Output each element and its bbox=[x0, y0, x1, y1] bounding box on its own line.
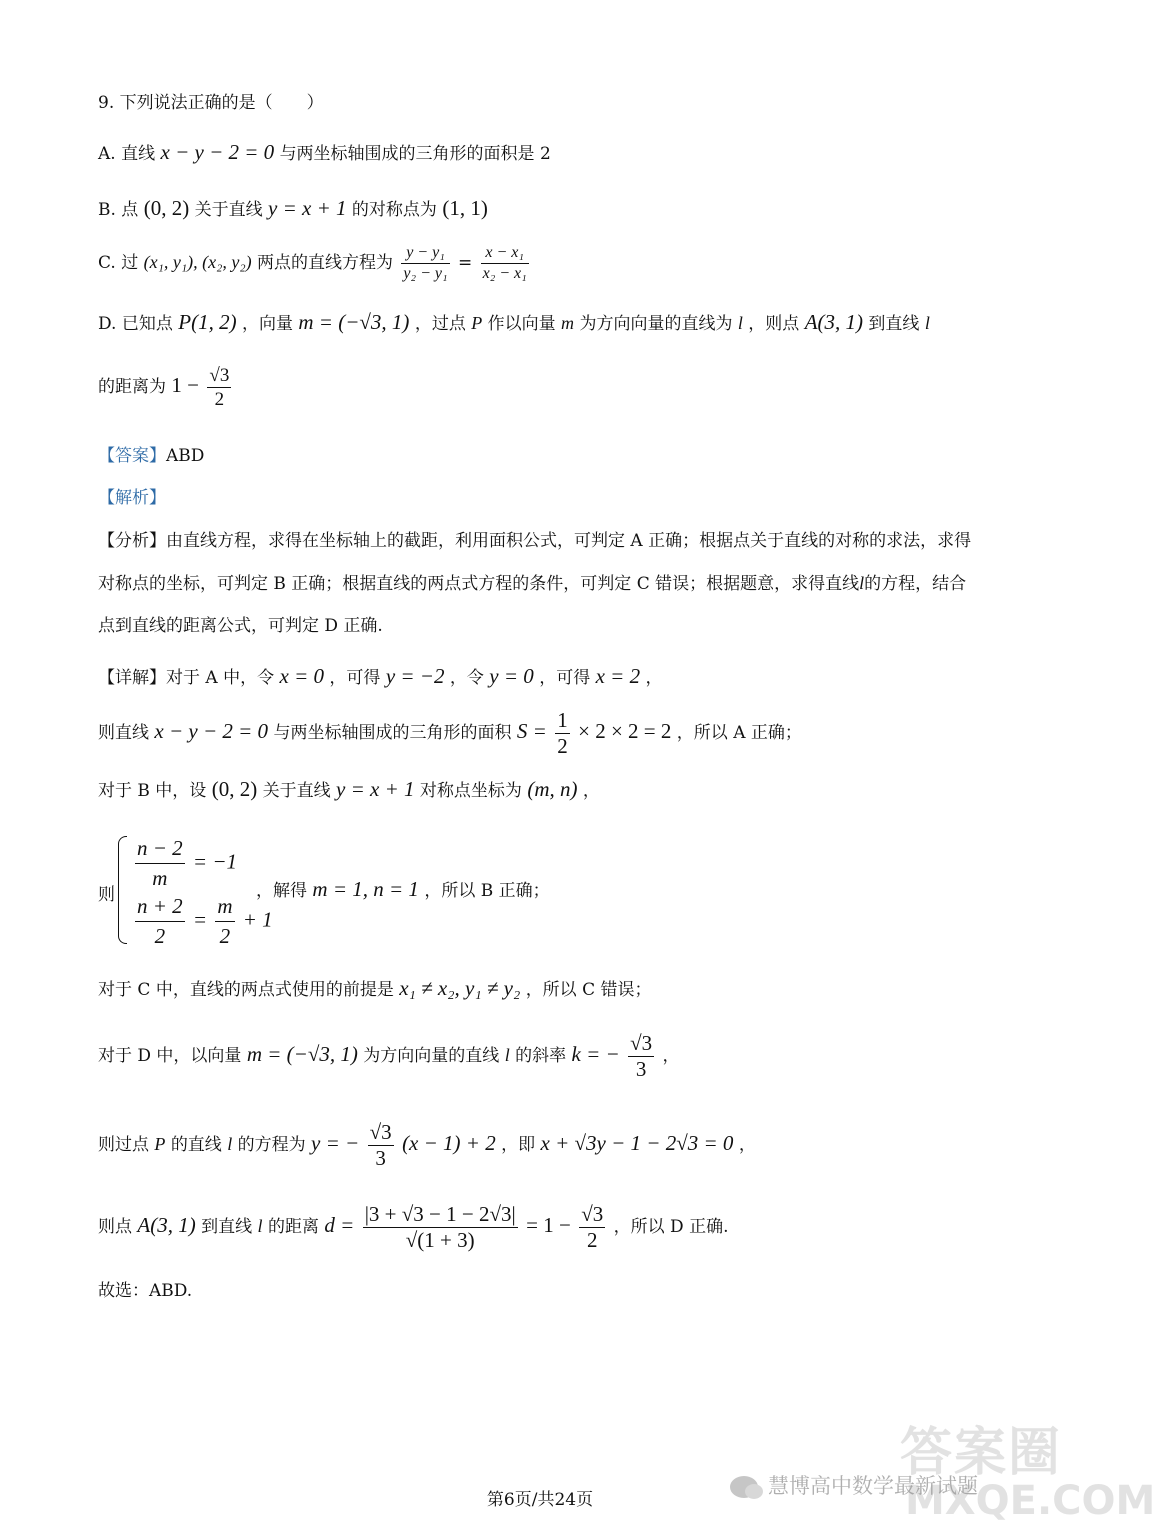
option-a: A. 直线 x − y − 2 = 0 与两坐标轴围成的三角形的面积是 2 bbox=[98, 140, 551, 164]
fraction: $\frac{\text{x − x₁}}{\text{x₂ − x₁}}$ bbox=[482, 244, 527, 282]
page-footer: 第6页/共24页 bbox=[486, 1490, 594, 1510]
system-equation-2: $\frac{n + 2}{2}$ = $\frac{m}{2}$ + 1 bbox=[137, 894, 273, 948]
analysis-tag: 【解析】 bbox=[98, 488, 166, 508]
answer-value: ABD bbox=[166, 446, 205, 466]
math-expr: (x₁, y₁), (x₂, y₂) bbox=[143, 252, 252, 272]
fenxi-paragraph: 【分析】由直线方程，求得在坐标轴上的截距，利用面积公式，可判定 A 正确；根据点关于直线的对称的求法，求得对称点的坐标，可判定 B 正确；根据直线的两点式方程的条件，可判定 C 错误；根据题意，求得直线l的方程，结合点到直线的距离公式，可判定 D 正确. bbox=[98, 531, 972, 636]
option-d: D. 已知点 P(1, 2) ，向量 m = (−√3, 1) ，过点 P 作以向量 m 为方向向量的直线为 l ，则点 A(3, 1) 到直线 l bbox=[98, 310, 930, 334]
fraction: $\frac{√3}{3}$ bbox=[369, 1120, 392, 1170]
final-answer: 故选：ABD. bbox=[98, 1281, 193, 1301]
watermark-url: MXQE.COM bbox=[905, 1478, 1155, 1524]
option-c: C. 过 (x₁, y₁), (x₂, y₂) 两点的直线方程为 $\frac{\text{y − y₁}}{\text{y₂ − y₁}}$ = $\frac{\text{x − x₁}}{\text{x₂ − x₁}}$ bbox=[98, 244, 527, 282]
fraction: $\frac{1}{2}$ bbox=[557, 708, 568, 758]
fraction: $\frac{√3}{2}$ bbox=[581, 1202, 604, 1252]
brace bbox=[118, 836, 127, 944]
watermark: 慧博高中数学最新试题 bbox=[730, 1470, 978, 1500]
math-expr: x − y − 2 = 0 bbox=[160, 140, 275, 164]
detail-line-5: 对于 C 中，直线的两点式使用的前提是 x₁ ≠ x₂, y₁ ≠ y₂ ，所以 C 错误； bbox=[98, 976, 652, 1000]
math-expr: P(1, 2) bbox=[178, 310, 237, 334]
detail-line-1: 【详解】对于 A 中，令 x = 0 ，可得 y = −2 ，令 y = 0 ，可得 x = 2 ， bbox=[98, 664, 663, 688]
answer-tag: 【答案】 bbox=[98, 446, 166, 466]
detail-line-7: 则过点 P 的直线 l 的方程为 y = − $\frac{√3}{3}$ (x − 1) + 2 ，即 x + √3y − 1 − 2√3 = 0 ， bbox=[98, 1120, 756, 1170]
math-expr: (0, 2) bbox=[143, 196, 190, 220]
system-equation-1: $\frac{n - 2}{m}$ = −1 bbox=[137, 836, 238, 890]
fraction: $\frac{n - 2}{m}$ bbox=[137, 836, 183, 890]
equation-system: 则 $\frac{n - 2}{m}$ = −1 $\frac{n + 2}{2}$ = $\frac{m}{2}$ + 1 ，解得 m = 1, n = 1 ，所以 B 正确； bbox=[98, 836, 550, 948]
question-stem: 9. 下列说法正确的是（ ） bbox=[98, 93, 324, 113]
math-expr: m = (−√3, 1) bbox=[298, 310, 410, 334]
system-solution: ，解得 m = 1, n = 1 ，所以 B 正确； bbox=[256, 877, 550, 901]
option-d-line2: 的距离为 1 − $\frac{√3}{2}$ bbox=[98, 365, 230, 410]
fraction: $\frac{m}{2}$ bbox=[217, 894, 233, 948]
math-expr: y = x + 1 bbox=[268, 196, 347, 220]
fraction: $\frac{n + 2}{2}$ bbox=[137, 894, 183, 948]
fraction: $\frac{√3}{2}$ bbox=[209, 365, 230, 410]
fraction: $\frac{√3}{3}$ bbox=[630, 1031, 653, 1081]
option-b: B. 点 (0, 2) 关于直线 y = x + 1 的对称点为 (1, 1) bbox=[98, 196, 488, 220]
detail-line-6: 对于 D 中，以向量 m = (−√3, 1) 为方向向量的直线 l 的斜率 k = − $\frac{√3}{3}$ ， bbox=[98, 1031, 680, 1081]
watermark-logo: 答案圈 bbox=[900, 1423, 1063, 1483]
math-expr: A(3, 1) bbox=[804, 310, 864, 334]
fraction: $\frac{\text{y − y₁}}{\text{y₂ − y₁}}$ bbox=[403, 244, 448, 282]
detail-line-8: 则点 A(3, 1) 到直线 l 的距离 d = $\frac{|3 + √3 - 1 - 2√3|}{√(1 + 3)}$ = 1 − $\frac{√3}{2}$ ，所以 D 正确. bbox=[98, 1202, 729, 1252]
fraction: $\frac{|3 + √3 - 1 - 2√3|}{√(1 + 3)}$ bbox=[364, 1202, 516, 1252]
answer-line bbox=[98, 448, 204, 465]
detail-line-2: 则直线 x − y − 2 = 0 与两坐标轴围成的三角形的面积 S = $\frac{1}{2}$ × 2 × 2 = 2 ，所以 A 正确； bbox=[98, 708, 802, 758]
detail-line-3: 对于 B 中，设 (0, 2) 关于直线 y = x + 1 对称点坐标为 (m, n) ， bbox=[98, 777, 600, 801]
math-expr: (1, 1) bbox=[442, 196, 488, 220]
